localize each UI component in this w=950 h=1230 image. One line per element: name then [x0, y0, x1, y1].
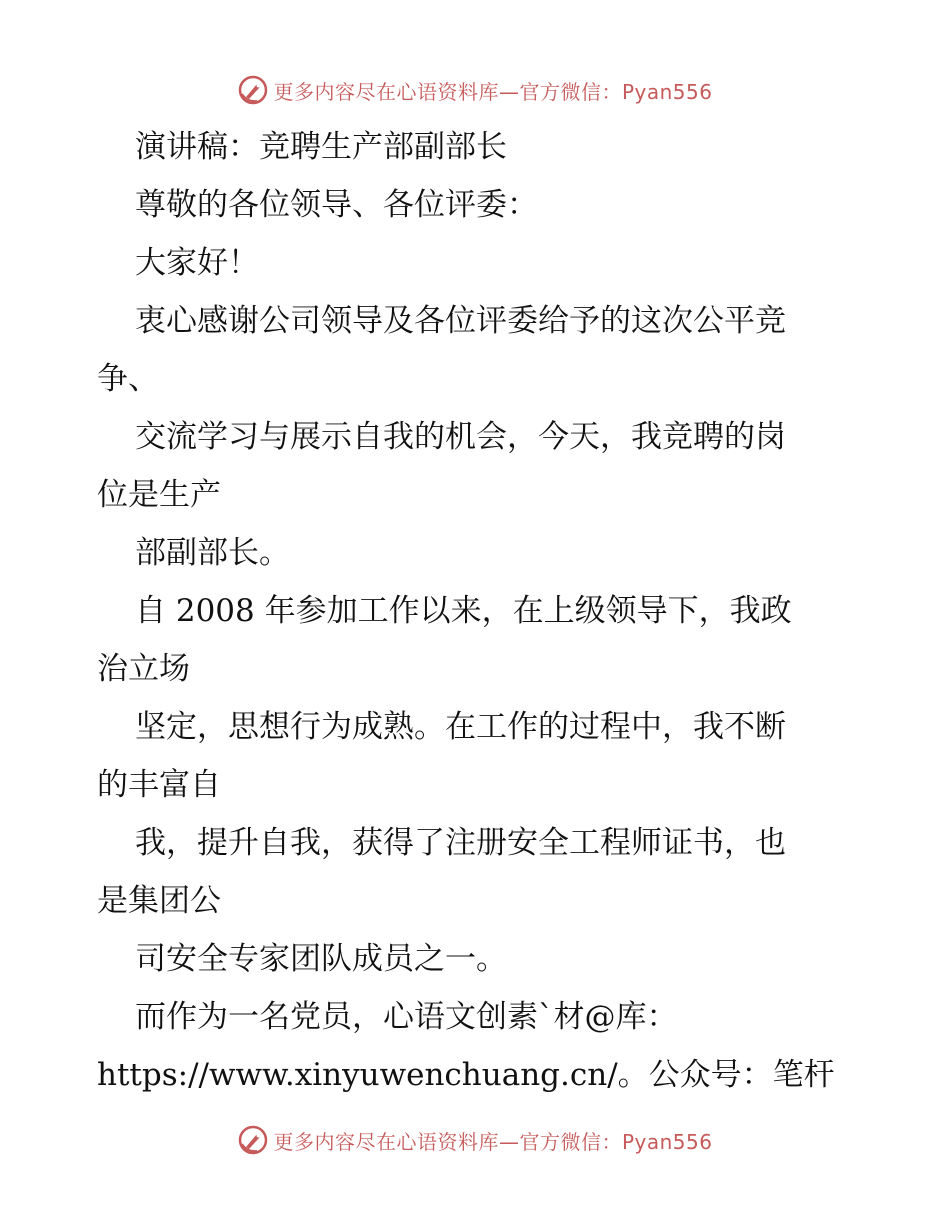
text-line: 坚定，思想行为成熟。在工作的过程中，我不断 [135, 709, 786, 745]
text-line: 是集团公 [97, 883, 221, 919]
text-line: 而作为一名党员，心语文创素`材@库： [135, 999, 678, 1035]
text-line: 位是生产 [97, 477, 221, 513]
text-line: 衷心感谢公司领导及各位评委给予的这次公平竞 [135, 303, 786, 339]
text-line: 的丰富自 [97, 767, 221, 803]
text-line: 尊敬的各位领导、各位评委： [135, 187, 538, 223]
text-line: 部副部长。 [135, 535, 290, 571]
header-banner-text: 更多内容尽在心语资料库—官方微信：Pyan556 [273, 79, 713, 104]
pen-nib-logo-icon [237, 1124, 269, 1156]
text-line: 治立场 [97, 651, 190, 687]
text-line: 自 2008 年参加工作以来，在上级领导下，我政 [135, 593, 792, 629]
text-line: 演讲稿：竞聘生产部副部长 [135, 129, 507, 165]
footer-banner-text: 更多内容尽在心语资料库—官方微信：Pyan556 [273, 1129, 713, 1154]
text-line: 我，提升自我，获得了注册安全工程师证书，也 [135, 825, 786, 861]
footer-banner [0, 1120, 950, 1160]
pen-nib-logo-icon [237, 74, 269, 106]
text-line: 争、 [97, 361, 159, 397]
text-line: 交流学习与展示自我的机会，今天，我竞聘的岗 [135, 419, 786, 455]
text-line: 大家好！ [135, 245, 259, 281]
text-line: https://www.xinyuwenchuang.cn/。公众号：笔杆 [97, 1057, 835, 1093]
document-body [97, 118, 853, 1104]
header-banner [0, 70, 950, 110]
text-line: 司安全专家团队成员之一。 [135, 941, 507, 977]
